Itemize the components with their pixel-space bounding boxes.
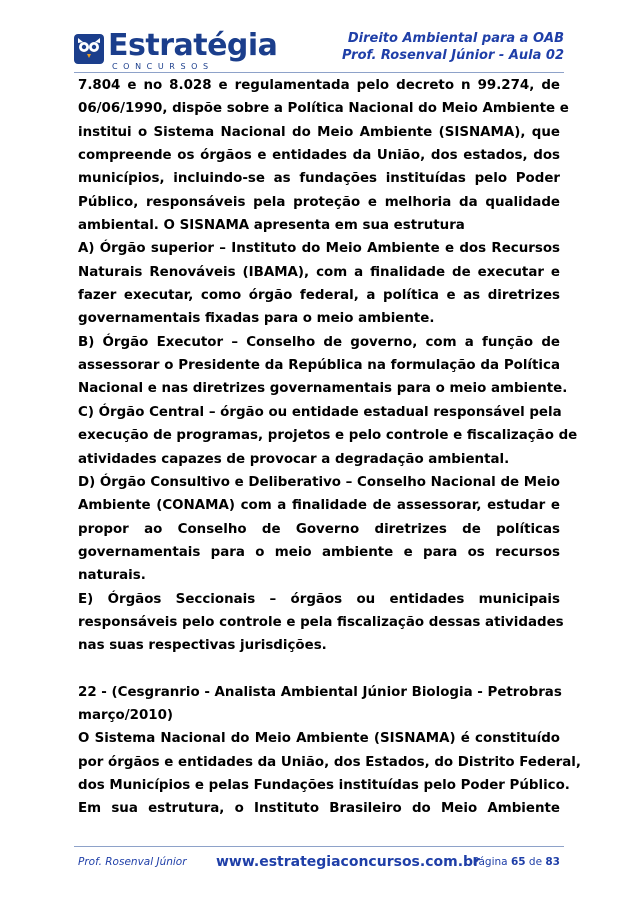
- text-line: A) Órgão superior – Instituto do Meio Ambiente e dos Recursos: [78, 241, 560, 257]
- page-label: Página: [472, 856, 508, 868]
- text-line: ambiental. O SISNAMA apresenta em sua estrutura: [78, 218, 465, 234]
- text-line: responsáveis pelo controle e pela fiscalização dessas atividades: [78, 614, 564, 630]
- text-line: 22 - (Cesgranrio - Analista Ambiental Júnior Biologia - Petrobras: [78, 684, 562, 700]
- item-a: [78, 237, 560, 330]
- item-c: [78, 401, 578, 471]
- text-line: Em sua estrutura, o Instituto Brasileiro do Meio Ambiente: [78, 801, 560, 817]
- text-line: março/2010): [78, 707, 174, 723]
- course-title: Direito Ambiental para a OAB: [347, 31, 564, 46]
- page-content: [78, 74, 581, 821]
- text-line: Público, responsáveis pela proteção e melhoria da qualidade: [78, 194, 560, 210]
- text-line: compreende os órgãos e entidades da União, dos estados, dos: [78, 148, 560, 164]
- text-line: assessorar o Presidente da República na formulação da Política: [78, 358, 560, 374]
- page-indicator: [473, 856, 560, 868]
- page-footer: [78, 854, 560, 874]
- item-d: [78, 471, 560, 588]
- text-line: propor ao Conselho de Governo diretrizes de políticas: [78, 521, 560, 537]
- text-line: governamentais fixadas para o meio ambiente.: [78, 311, 435, 327]
- header-divider: [74, 72, 564, 73]
- header-info: [342, 30, 564, 64]
- lesson-label: Prof. Rosenval Júnior - Aula 02: [342, 48, 564, 63]
- text-line: nas suas respectivas jurisdições.: [78, 638, 327, 654]
- text-line: institui o Sistema Nacional do Meio Ambiente (SISNAMA), que: [78, 124, 560, 140]
- footer-divider: [74, 846, 564, 847]
- text-line: Nacional e nas diretrizes governamentais para o meio ambiente.: [78, 381, 568, 397]
- item-e: [78, 588, 564, 658]
- page-of: de: [528, 856, 543, 868]
- text-line: Naturais Renováveis (IBAMA), com a finalidade de executar e: [78, 264, 560, 280]
- logo-subtext: CONCURSOS: [112, 62, 214, 71]
- text-line: dos Municípios e pelas Fundações instituídas pelo Poder Público.: [78, 777, 570, 793]
- text-line: atividades capazes de provocar a degradação ambiental.: [78, 451, 510, 467]
- text-line: 7.804 e no 8.028 e regulamentada pelo decreto n 99.274, de: [78, 78, 560, 93]
- estrategia-logo: [74, 26, 304, 76]
- question-heading: [78, 681, 560, 728]
- text-line: D) Órgão Consultivo e Deliberativo – Conselho Nacional de Meio: [78, 474, 560, 490]
- item-b: [78, 331, 568, 401]
- text-line: fazer executar, como órgão federal, a política e as diretrizes: [78, 288, 560, 304]
- text-line: naturais.: [78, 568, 146, 584]
- footer-website-link[interactable]: www.estrategiaconcursos.com.br: [216, 854, 480, 870]
- logo-wordmark: Estratégia: [108, 28, 278, 63]
- footer-author: Prof. Rosenval Júnior: [78, 856, 187, 868]
- paragraph-intro: [78, 74, 569, 237]
- text-line: governamentais para o meio ambiente e para os recursos: [78, 544, 560, 560]
- page-number: 65: [510, 856, 526, 868]
- text-line: execução de programas, projetos e pelo controle e fiscalização de: [78, 428, 578, 444]
- text-line: 06/06/1990, dispõe sobre a Política Nacional do Meio Ambiente e: [78, 101, 569, 117]
- text-line: municípios, incluindo-se as fundações instituídas pelo Poder: [78, 171, 560, 187]
- question-text: [78, 727, 581, 820]
- text-line: O Sistema Nacional do Meio Ambiente (SISNAMA) é constituído: [78, 731, 560, 747]
- text-line: C) Órgão Central – órgão ou entidade estadual responsável pela: [78, 404, 562, 420]
- page-total: 83: [545, 856, 560, 868]
- text-line: E) Órgãos Seccionais – órgãos ou entidades municipais: [78, 591, 560, 607]
- owl-logo-icon: [74, 34, 104, 64]
- page-header: [74, 22, 564, 78]
- text-line: Ambiente (CONAMA) com a finalidade de assessorar, estudar e: [78, 498, 560, 514]
- text-line: por órgãos e entidades da União, dos Estados, do Distrito Federal,: [78, 754, 581, 770]
- text-line: B) Órgão Executor – Conselho de governo, com a função de: [78, 334, 560, 350]
